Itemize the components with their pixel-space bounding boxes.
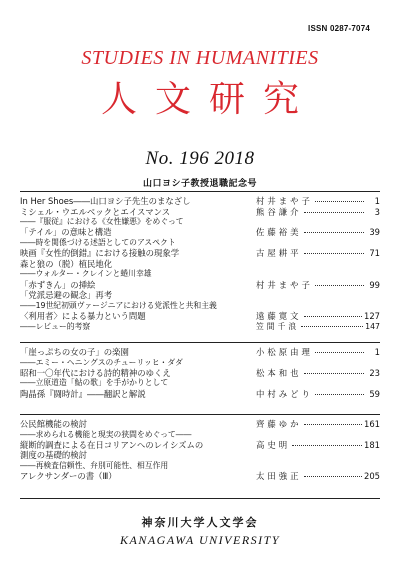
toc-entry [20,311,380,322]
toc-entry-author: 齊藤ゆか [256,419,302,429]
toc-entry-page: 127 [364,310,380,321]
toc-entry-subtitle: ――『服従』における《女性嫌悪》をめぐって [20,217,184,227]
toc-entry [20,269,380,279]
toc-entry-page: 181 [364,439,380,450]
leader-dots [292,445,362,446]
toc-entry-subtitle: ――立原道造「鮎の歌」を手がかりとして [20,378,169,388]
toc-entry [20,450,380,461]
toc-entry-page: 3 [374,206,380,217]
leader-dots [304,476,363,477]
toc-section-3 [20,419,380,482]
toc-entry-author: 村井まや子 [256,279,313,290]
issn-label: ISSN 0287-7074 [308,24,370,33]
toc-entry-title: 陶晶孫『闘時計』――翻訳と解説 [20,388,146,399]
toc-entry-subtitle: ――再検査信頼性、弁別可能性、相互作用 [20,460,169,470]
toc-entry [20,290,380,301]
toc-entry-page: 71 [369,248,380,259]
toc-entry-author: 中村みどり [256,388,313,399]
toc-entry-title: 「崖っぷちの女の子」の楽園 [20,347,129,357]
toc-entry-subtitle: ――エミー・ヘニングスのチューリッヒ・ダダ [20,357,183,367]
issue-number: No. 196 2018 [145,148,255,169]
toc-entry [20,259,380,270]
divider-top [20,191,380,192]
toc-entry-title: In Her Shoes――山口ヨシ子先生のまなざし [20,196,191,206]
toc-entry [20,238,380,248]
toc-entry [20,419,380,430]
divider-1 [20,342,380,343]
leader-dots [304,316,363,317]
leader-dots [315,394,364,395]
toc-entry-author: 熊谷謙介 [256,206,302,217]
toc-entry [20,378,380,388]
toc-entry-title: 昭和一〇年代における詩的精神のゆくえ [20,367,171,378]
leader-dots [304,212,365,213]
toc-entry-subtitle: ――ウォルター・クレインと蜷川幸雄 [20,269,152,279]
toc-entry-title: 「党派忌避の観念」再考 [20,290,113,301]
toc-entry-page: 23 [369,367,380,378]
toc-section-2 [20,347,380,399]
toc-entry-title: 「テイル」の意味と構造 [20,227,112,238]
japanese-title: 人文研究 [100,79,317,120]
toc-entry [20,248,380,259]
toc-entry-subtitle: ――時を関係づける述語としてのアスペクト [20,237,176,247]
toc-entry [20,358,380,368]
toc-entry-author: 太田強正 [256,471,302,482]
publisher-japanese: 神奈川大学人文学会 [141,516,259,529]
toc-entry [20,196,380,207]
toc-entry [20,389,380,400]
toc-entry-author: 笠間千浪 [256,321,300,331]
toc-entry-page: 147 [365,321,380,331]
leader-dots [304,424,363,425]
toc-entry [20,368,380,379]
toc-entry-author: 高史明 [256,439,291,450]
leader-dots [315,201,364,202]
toc-entry-title: 「赤ずきん」の挿絵 [20,279,96,290]
toc-entry-author: 村井まや子 [256,196,313,206]
toc-entry-subtitle: ――求められる機能と現実の狭間をめぐって―― [20,429,192,439]
toc-entry-title: ミシェル・ウエルベックとエイスマンス [20,206,171,217]
toc-section-1 [20,196,380,332]
toc-entry-title: 測度の基礎的検討 [20,450,87,461]
leader-dots [315,352,364,353]
divider-bottom [20,498,380,499]
toc-entry-title: 映画『女性的倒錯』における接触の現象学 [20,248,180,259]
toc-entry-title: 森と狼の（脱）植民地化 [20,258,113,269]
leader-dots [315,285,364,286]
toc-entry [20,207,380,218]
english-title: STUDIES IN HUMANITIES [81,47,319,69]
toc-entry [20,461,380,471]
toc-entry-page: 39 [369,227,380,238]
toc-entry [20,322,380,332]
leader-dots [304,253,365,254]
toc-entry-page: 161 [364,419,380,429]
toc-entry-subtitle: ――レビュー的考察 [20,321,91,331]
toc-entry-author: 古屋耕平 [256,248,302,259]
toc-entry-author: 松本和也 [256,367,302,378]
leader-dots [304,373,365,374]
toc-entry-page: 59 [369,388,380,399]
toc-entry [20,430,380,440]
toc-entry-page: 205 [364,471,380,482]
toc-entry [20,347,380,358]
publisher-english: KANAGAWA UNIVERSITY [120,533,280,547]
toc-entry-author: 小松原由理 [256,347,313,357]
toc-entry [20,301,380,311]
toc-entry-title: 〈利用者〉による暴力という問題 [20,310,146,321]
toc-entry-page: 99 [369,279,380,290]
divider-2 [20,414,380,415]
leader-dots [304,232,365,233]
toc-entry [20,217,380,227]
toc-entry-author: 佐藤裕美 [256,227,302,238]
toc-entry-title: アレクサンダーの書（Ⅲ） [20,471,117,482]
leader-dots [301,326,363,327]
toc-entry [20,280,380,291]
toc-entry [20,227,380,238]
toc-entry-title: 公民館機能の検討 [20,419,87,429]
toc-entry-page: 1 [374,347,380,357]
toc-entry-title: 縦断的調査による在日コリアンへのレイシズムの [20,439,204,450]
toc-entry-author: 遠藤寛文 [256,310,302,321]
toc-entry [20,471,380,482]
special-issue-title: 山口ヨシ子教授退職記念号 [142,179,257,189]
toc-entry-subtitle: ――19世紀初頭ヴァージニアにおける党派性と共和主義 [20,300,217,310]
toc-entry [20,440,380,451]
toc-entry-page: 1 [374,196,380,206]
